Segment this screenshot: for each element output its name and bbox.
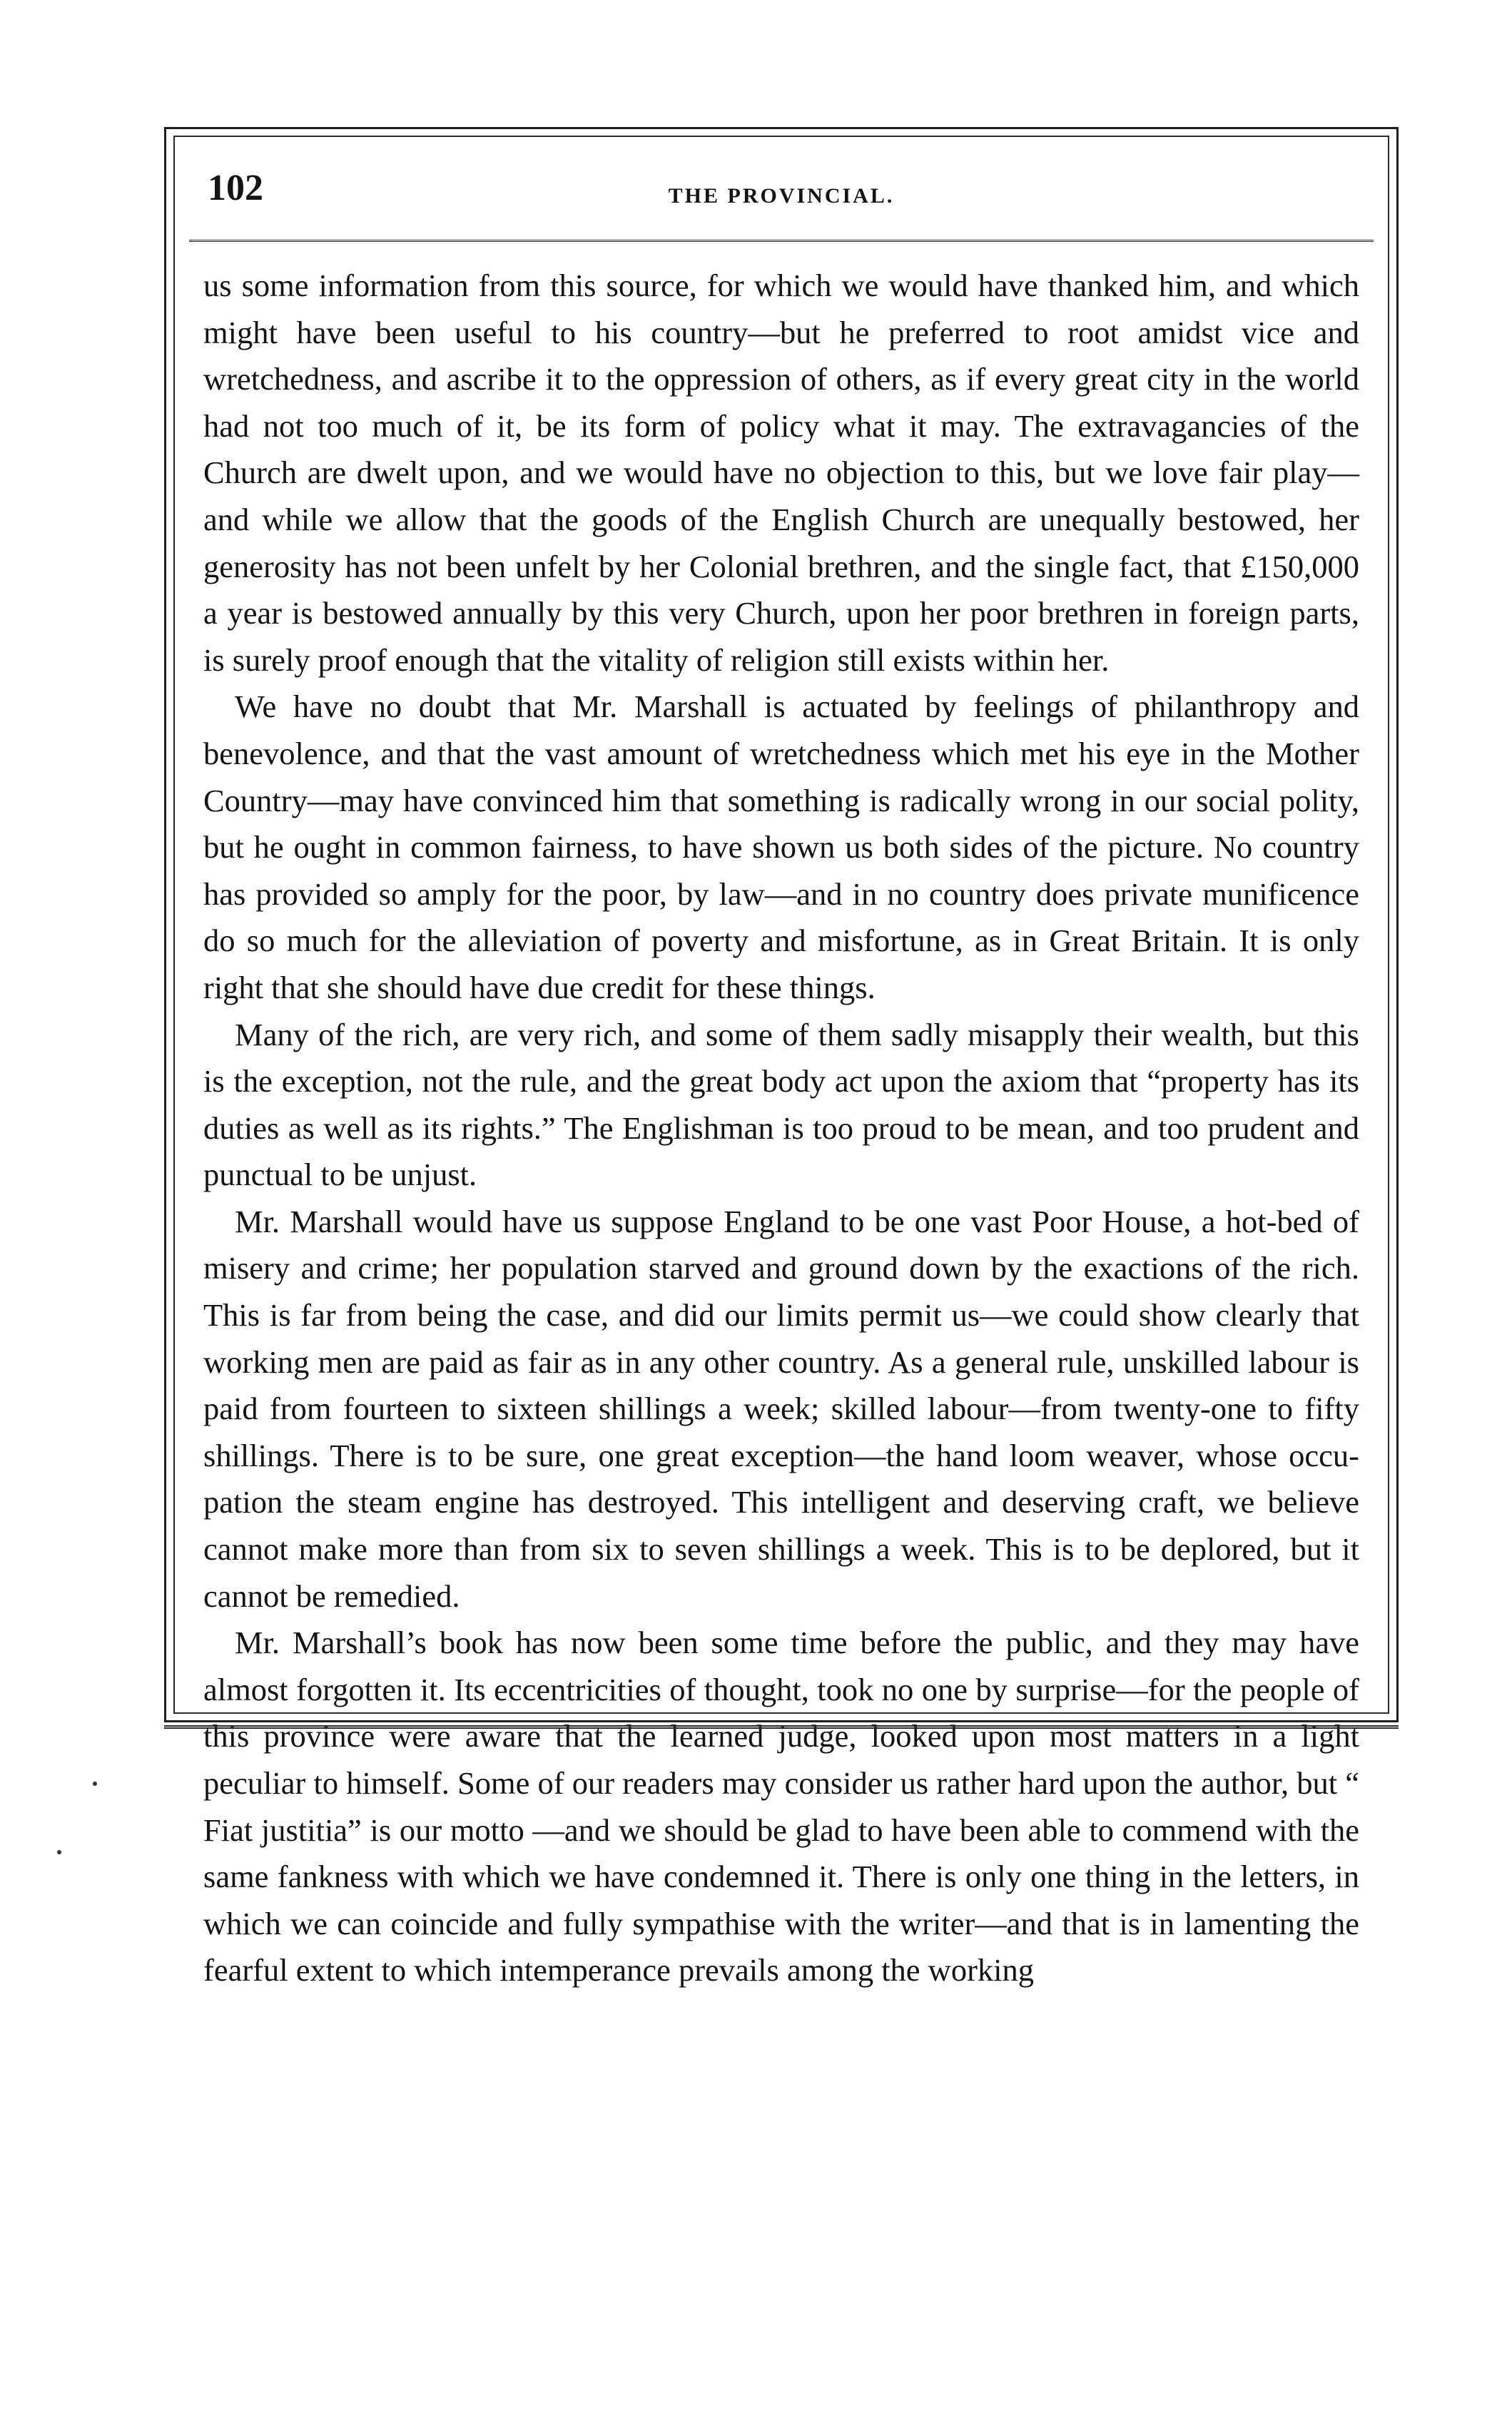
paragraph-1: us some information from this source, for which we would have thanked him, and which might have been useful to his country—but he preferred to root amidst vice and wretchedness, and ascribe it to the oppression of others, as if every great city in the world had not too much of it, be its form of policy what it may. The extravagancies of the Church are dwelt upon, and we would have no objection to this, but we love fair play—and while we allow that the goods of the English Church are unequally bestowed, her generosity has not been unfelt by her Colonial brethren, and the single fact, that £150,000 a year is bestowed annually by this very Church, upon her poor brethren in foreign parts, is surely proof enough that the vitality of religion still exists within her.	[203, 268, 1359, 678]
page-header	[173, 136, 1389, 243]
margin-speck	[93, 1782, 97, 1786]
body-text	[203, 263, 1359, 1994]
paragraph-4: Mr. Marshall would have us suppose England to be one vast Poor House, a hot-bed of misery and crime; her population starved and ground down by the exactions of the rich. This is far from being the case, and did our limits permit us—we could show clearly that working men are paid as fair as in any other country. As a general rule, unskilled labour is paid from fourteen to sixteen shillings a week; skilled labour—from twenty-one to fifty shillings. There is to be sure, one great exception—the hand loom weaver, whose occupation the steam engine has destroyed. This intelligent and deserving craft, we believe cannot make more than from six to seven shillings a week. This is to be deplored, but it cannot be remedied.	[203, 1203, 1359, 1614]
margin-speck	[57, 1850, 61, 1854]
page-bottom-rule	[164, 1725, 1399, 1729]
header-rule	[189, 240, 1374, 242]
paragraph-3: Many of the rich, are very rich, and some of them sadly misapply their wealth, but this is the exception, not the rule, and the great body act upon the axiom that “property has its duties as well as its rights.” The Englishman is too proud to be mean, and too prudent and punctual to be unjust.	[203, 1016, 1359, 1193]
running-head: THE PROVINCIAL.	[668, 184, 895, 208]
page-number: 102	[208, 168, 263, 208]
paragraph-5: Mr. Marshall’s book has now been some time before the public, and they may have almost forgotten it. Its eccentricities of thought, took no one by surprise—for the people of this province were aware that the learned judge, looked upon most matters in a light peculiar to himself. Some of our readers may consider us rather hard upon the author, but “ Fiat justitia” is our motto —and we should be glad to have been able to commend with the same fankness with which we have condemned it. There is only one thing in the letters, in which we can coincide and fully sympathise with the writer—and that is in lamenting the fearful extent to which intemperance prevails among the working	[203, 1625, 1359, 1988]
paragraph-2: We have no doubt that Mr. Marshall is actuated by feelings of philanthropy and benevolence, and that the vast amount of wretchedness which met his eye in the Mother Country—may have convinced him that something is radically wrong in our social polity, but he ought in common fairness, to have shown us both sides of the picture. No country has provided so amply for the poor, by law—and in no country does private munificence do so much for the alleviation of poverty and misfortune, as in Great Britain. It is only right that she should have due credit for these things.	[203, 689, 1359, 1005]
